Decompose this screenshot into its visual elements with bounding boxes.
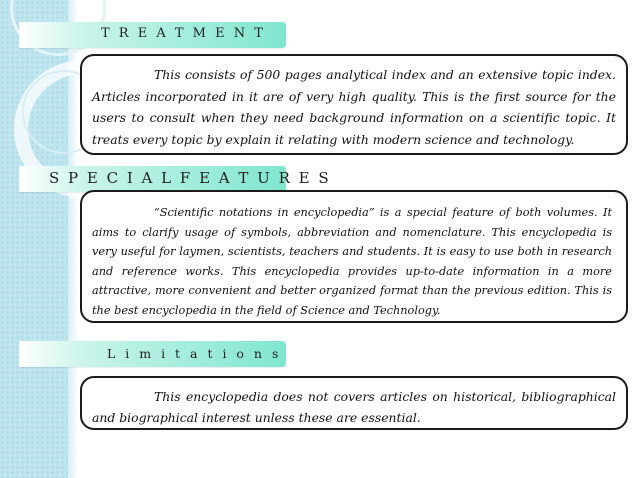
content-box-special-features xyxy=(80,190,628,323)
section-body: This encyclopedia does not covers articles on historical, bibliographical and biographical interest unless these are essential. xyxy=(92,389,616,425)
section-header-special-features xyxy=(19,166,331,192)
section-header-limitations xyxy=(19,341,286,367)
content-box-treatment xyxy=(80,54,628,155)
section-body: This consists of 500 pages analytical index and an extensive topic index. Articles incorporated in it are of very high quality. This is the first source for the users to consult when they need background information on a scientific topic. It treats every topic by explain it relating with modern science and technology. xyxy=(92,67,616,147)
section-heading: T R E A T M E N T xyxy=(101,26,266,41)
section-heading: S P E C I A L F E A T U R E S xyxy=(49,169,331,187)
section-header-treatment xyxy=(19,22,286,48)
section-body: “Scientific notations in encyclopedia” is a special feature of both volumes. It aims to clarify usage of symbols, abbreviation and nomenclature. This encyclopedia is very useful for laymen, scientists, teachers and students. It is easy to use both in research and reference works. This encyclopedia provides up-to-date information in a more attractive, more convenient and better organized format than the previous edition. This is the best encyclopedia in the field of Science and Technology. xyxy=(92,206,612,317)
section-heading: L i m i t a t i o n s xyxy=(107,346,282,361)
content-box-limitations xyxy=(80,376,628,430)
